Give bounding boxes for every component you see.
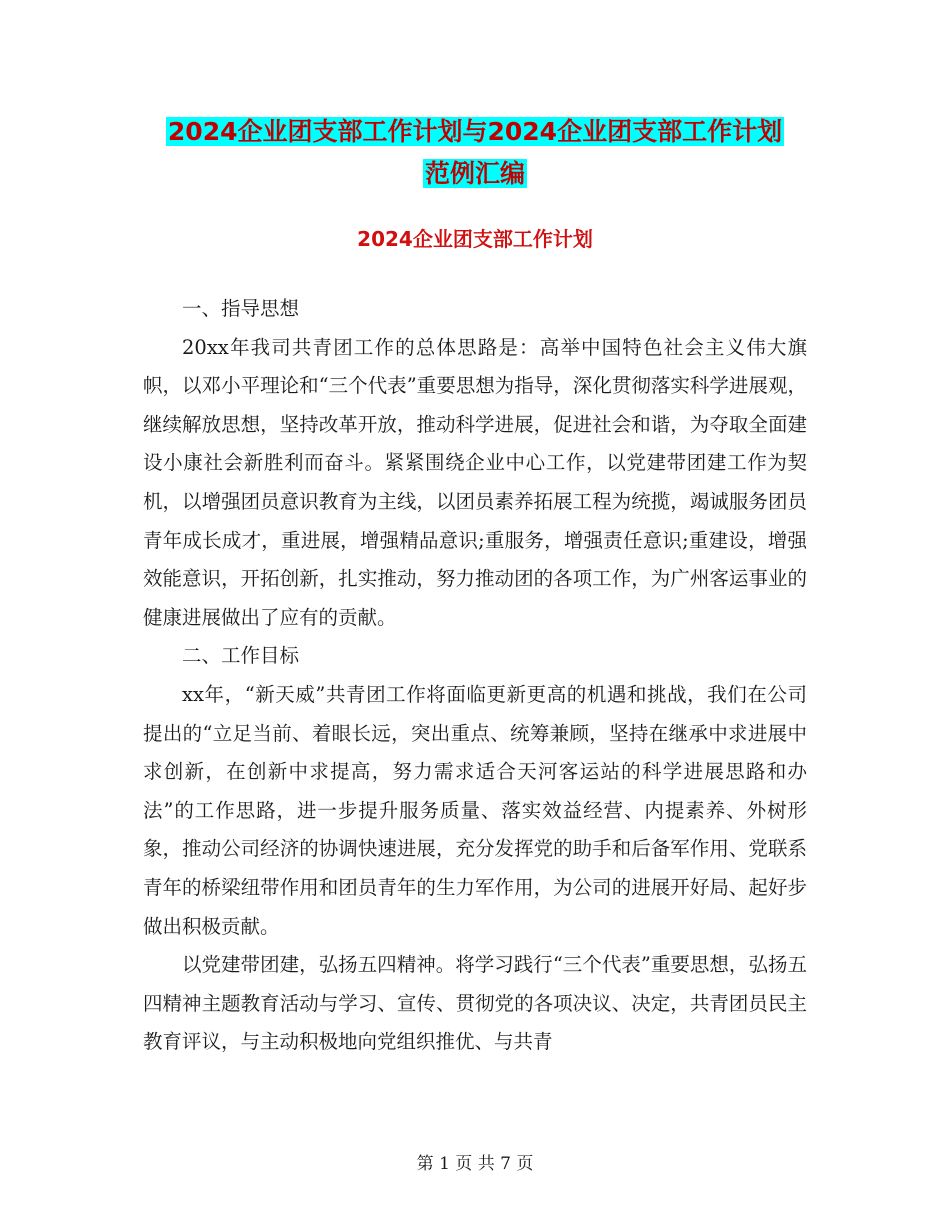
- document-body: [143, 290, 807, 1062]
- document-title-line-1: [0, 114, 950, 150]
- section-title: 2024企业团支部工作计划: [357, 227, 593, 251]
- paragraph-party-building: 以党建带团建，弘扬五四精神。将学习践行“三个代表”重要思想，弘扬五四精神主题教育活动与学习、宣传、贯彻党的各项决议、决定，共青团员民主教育评议，与主动积极地向党组织推优、与共青: [143, 953, 807, 1054]
- paragraph-work-goals: xx年，“新天威”共青团工作将面临更新更高的机遇和挑战，我们在公司提出的“立足当前、着眼长远，突出重点、统筹兼顾，坚持在继承中求进展中求创新，在创新中求提高，努力需求适合天河客运站的科学进展思路和办法”的工作思路，进一步提升服务质量、落实效益经营、内提素养、外树形象，推动公司经济的协调快速进展，充分发挥党的助手和后备军作用、党联系青年的桥梁纽带作用和团员青年的生力军作用，为公司的进展开好局、起好步做出积极贡献。: [143, 682, 807, 938]
- page-footer: 第 1 页 共 7 页: [416, 1154, 534, 1174]
- heading-guiding-thought: 一、指导思想: [182, 297, 300, 320]
- document-title-line-2: [0, 156, 950, 192]
- document-title-text-2: 范例汇编: [424, 159, 525, 188]
- heading-work-goals: 二、工作目标: [182, 644, 300, 668]
- paragraph-guiding-thought: 20xx年我司共青团工作的总体思路是：高举中国特色社会主义伟大旗帜，以邓小平理论和“三个代表”重要思想为指导，深化贯彻落实科学进展观，继续解放思想，坚持改革开放，推动科学进展，促进社会和谐，为夺取全面建设小康社会新胜利而奋斗。紧紧围绕企业中心工作，以党建带团建工作为契机，以增强团员意识教育为主线，以团员素养拓展工程为统揽，竭诚服务团员青年成长成才，重进展，增强精品意识;重服务，增强责任意识;重建设，增强效能意识，开拓创新，扎实推动，努力推动团的各项工作，为广州客运事业的健康进展做出了应有的贡献。: [143, 335, 807, 629]
- document-title-text-1: 2024企业团支部工作计划与2024企业团支部工作计划: [167, 117, 783, 146]
